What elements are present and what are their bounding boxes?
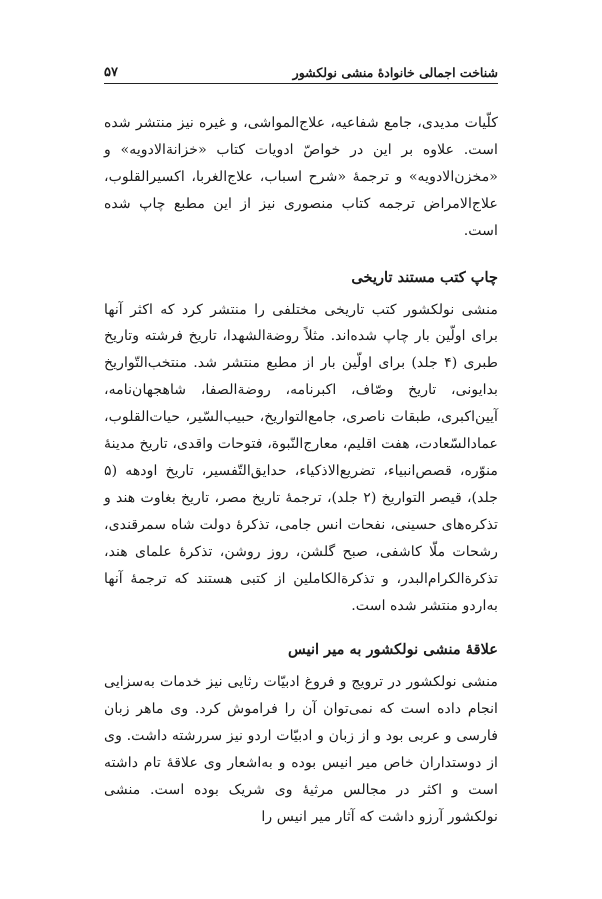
paragraph-history-books: منشی نولکشور کتب تاریخی مختلفی را منتشر کرد که اکثر آنها برای اولّین بار چاپ شده‌اند. مثلاً روضةالشهدا، تاریخ فرشته وتاریخ طبری (۴ جلد) برای اولّین بار از مطبع منتشر شد. منتخب‌التّواریخ بدایونی، تاریخ وصّاف، اکبرنامه، روضةالصفا، شاهجهان‌نامه، آیین‌اکبری، طبقات ناصری، جامع‌التواریخ، حبیب‌السّیر، حیات‌القلوب، عمادالسّعادت، هفت اقلیم، معارج‌النّبوة، فتوحات واقدی، تاریخ مدینهٔ منوّره، قصص‌انبیاء، تضریع‌الاذکیاء، حدایق‌التّفسیر، تاریخ اودهه (۵ جلد)، قیصر التواریخ (۲ جلد)، ترجمهٔ تاریخ مصر، تاریخ بغاوت هند و تذکره‌های حسینی، نفحات انس جامی، تذکرهٔ دولت شاه سمرقندی، رشحات ملّا کاشفی، صبح گلشن، روز روشن، تذکرهٔ علمای هند، تذکرةالکرام‌البدر، و تذکرةالکاملین از کتبی هستند که ترجمهٔ آنها به‌اردو منتشر شده است. [104,301,499,614]
page-body [104,110,498,831]
section-heading-mir-anis: علاقهٔ منشی نولکشور به میر انیس [287,641,498,659]
section-heading-history-books: چاپ کتب مستند تاریخی [351,268,498,286]
page-header [104,58,498,84]
paragraph-medical-books: کلّیات مدیدی، جامع شفاعیه، علاج‌المواشی، و غیره نیز منتشر شده است. علاوه بر این در خواصّ ادویات کتاب «خزانةالادویه» و «مخزن‌الادویه» و ترجمهٔ «شرح اسباب، علاج‌الغربا، اکسیرالقلوب، علاج‌الامراض ترجمه کتاب منصوری نیز از این مطبع چاپ شده است. [104,115,498,239]
running-head: شناخت اجمالی خانوادهٔ منشی نولکشور [292,65,498,80]
page-number: ۵۷ [104,65,118,80]
paragraph-mir-anis: منشی نولکشور در ترویج و فروغ ادبیّات رثایی نیز خدمات به‌سزایی انجام داده است که نمی‌توان آن را فراموش کرد. وی ماهر زبان فارسی و عربی بود و از زبان و ادبیّات اردو نیز سررشته داشت. وی از دوستداران خاص میر انیس بوده و به‌اشعار وی علاقهٔ تام داشته است و اکثر در مجالس مرثیهٔ وی شریک بوده است. منشی نولکشور آرزو داشت که آثار میر انیس را [104,674,498,825]
